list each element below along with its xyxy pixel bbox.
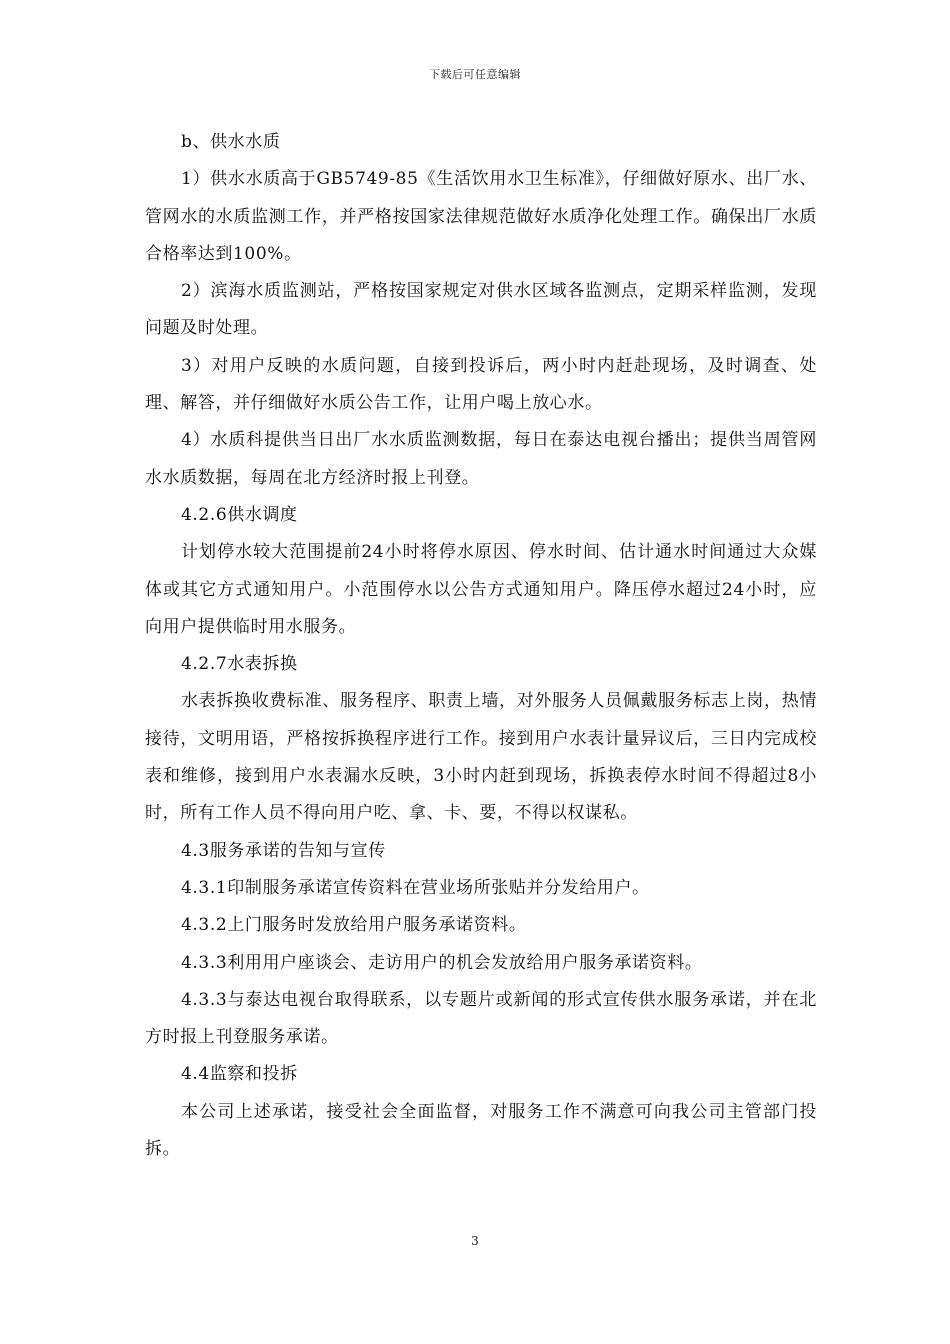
- paragraph: 4.3.1印制服务承诺宣传资料在营业场所张贴并分发给用户。: [181, 877, 650, 898]
- section-heading-supply-dispatch: 4.2.6供水调度: [181, 504, 298, 525]
- section-heading-service-commitment: 4.3服务承诺的告知与宣传: [181, 840, 386, 861]
- section-heading-water-quality: b、供水水质: [181, 132, 281, 152]
- paragraph: 本公司上述承诺，接受社会全面监督，对服务工作不满意可向我公司主管部门投拆。: [145, 1101, 817, 1160]
- document-body: [145, 124, 817, 1168]
- page-number: 3: [471, 1234, 479, 1248]
- paragraph: 3）对用户反映的水质问题，自接到投诉后，两小时内赶赴现场，及时调查、处理、解答，并仔细做好水质公告工作，让用户喝上放心水。: [145, 355, 817, 414]
- paragraph: 4）水质科提供当日出厂水水质监测数据，每日在泰达电视台播出；提供当周管网水水质数据，每周在北方经济时报上刊登。: [145, 430, 817, 488]
- section-heading-supervision: 4.4监察和投拆: [181, 1064, 298, 1085]
- paragraph: 4.3.3与泰达电视台取得联系，以专题片或新闻的形式宣传供水服务承诺，并在北方时报上刊登服务承诺。: [145, 989, 817, 1048]
- paragraph: 计划停水较大范围提前24小时将停水原因、停水时间、估计通水时间通过大众媒体或其它方式通知用户。小范围停水以公告方式通知用户。降压停水超过24小时，应向用户提供临时用水服务。: [145, 542, 817, 637]
- paragraph: 2）滨海水质监测站，严格按国家规定对供水区域各监测点，定期采样监测，发现问题及时处理。: [145, 281, 817, 339]
- paragraph: 1）供水水质高于GB5749-85《生活饮用水卫生标准》，仔细做好原水、出厂水、管网水的水质监测工作，并严格按国家法律规范做好水质净化处理工作。确保出厂水质合格率达到100%。: [145, 169, 817, 264]
- page-header-note: 下载后可任意编辑: [429, 68, 521, 81]
- section-heading-meter-replacement: 4.2.7水表拆换: [181, 654, 298, 675]
- paragraph: 4.3.2上门服务时发放给用户服务承诺资料。: [181, 915, 527, 936]
- paragraph: 水表拆换收费标准、服务程序、职责上墙，对外服务人员佩戴服务标志上岗，热情接待，文明用语，严格按拆换程序进行工作。接到用户水表计量异议后，三日内完成校表和维修，接到用户水表漏水反映，3小时内赶到现场，拆换表停水时间不得超过8小时，所有工作人员不得向用户吃、拿、卡、要，不得以权谋私。: [145, 691, 817, 824]
- paragraph: 4.3.3利用用户座谈会、走访用户的机会发放给用户服务承诺资料。: [181, 952, 703, 973]
